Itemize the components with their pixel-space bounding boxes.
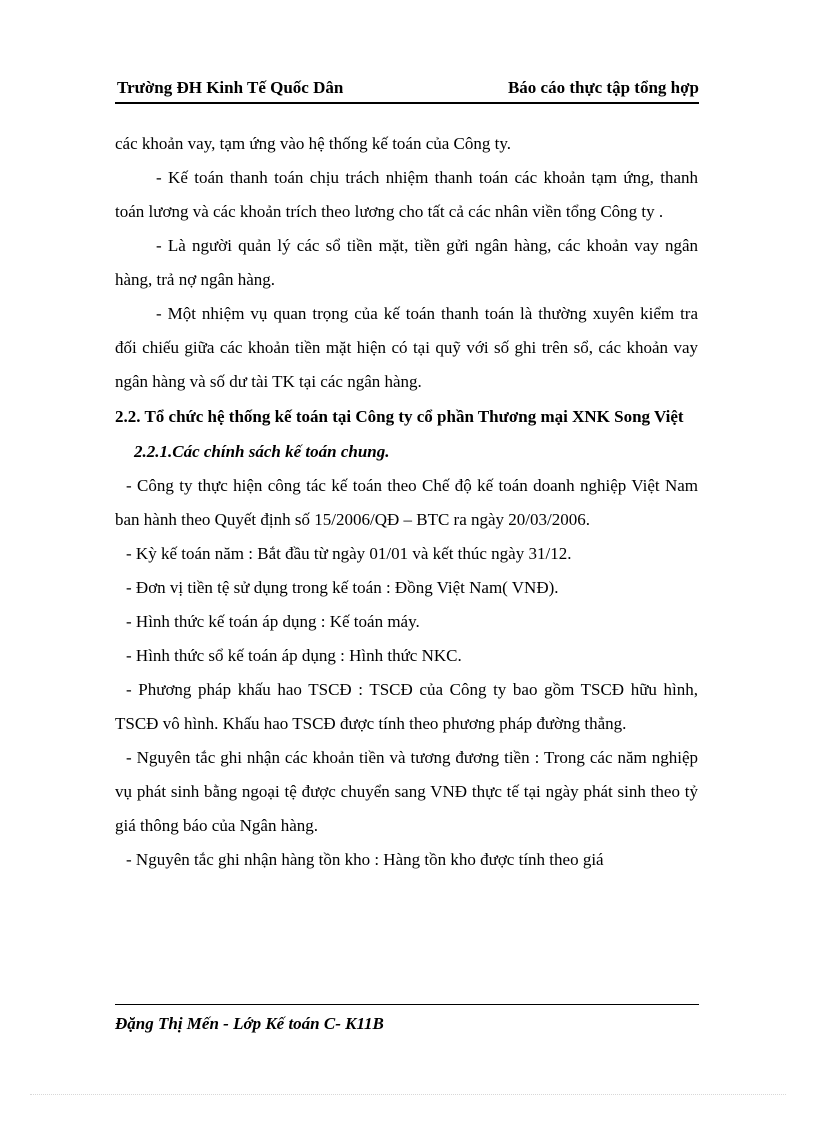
page-header xyxy=(115,76,699,100)
footer-rule xyxy=(115,1004,699,1005)
paragraph: - Kỳ kế toán năm : Bắt đầu từ ngày 01/01 và kết thúc ngày 31/12. xyxy=(126,544,572,563)
paragraph: - Nguyên tắc ghi nhận hàng tồn kho : Hàng tồn kho được tính theo giá xyxy=(126,850,604,869)
header-university: Trường ĐH Kinh Tế Quốc Dân xyxy=(117,78,344,97)
header-rule xyxy=(115,102,699,104)
paragraph: - Nguyên tắc ghi nhận các khoản tiền và tương đương tiền : Trong các năm nghiệp vụ phát sinh bằng ngoại tệ được chuyển sang VNĐ thực tế tại ngày phát sinh theo tỷ giá thông báo của Ngân hàng. xyxy=(115,748,698,835)
subsection-heading: 2.2.1.Các chính sách kế toán chung. xyxy=(134,442,390,461)
paragraph: - Một nhiệm vụ quan trọng của kế toán thanh toán là thường xuyên kiểm tra đối chiếu giữa các khoản tiền mặt hiện có tại quỹ với số ghi trên sổ, các khoản vay ngân hàng và số dư tài TK tại các ngân hàng. xyxy=(115,304,698,391)
paragraph: - Phương pháp khấu hao TSCĐ : TSCĐ của Công ty bao gồm TSCĐ hữu hình, TSCĐ vô hình. Khấu hao TSCĐ được tính theo phương pháp đường thẳng. xyxy=(115,680,698,733)
header-report-title: Báo cáo thực tập tổng hợp xyxy=(507,78,699,97)
paragraph: - Đơn vị tiền tệ sử dụng trong kế toán : Đồng Việt Nam( VNĐ). xyxy=(126,578,559,597)
paragraph: - Kế toán thanh toán chịu trách nhiệm thanh toán các khoản tạm ứng, thanh toán lương và các khoản trích theo lương cho tất cả các nhân viền tổng Công ty . xyxy=(115,168,698,221)
page-body xyxy=(115,127,698,877)
section-heading: 2.2. Tổ chức hệ thống kế toán tại Công ty cổ phần Thương mại XNK Song Việt xyxy=(115,407,684,426)
paragraph: - Công ty thực hiện công tác kế toán theo Chế độ kế toán doanh nghiệp Việt Nam ban hành theo Quyết định số 15/2006/QĐ – BTC ra ngày 20/03/2006. xyxy=(115,476,698,529)
paragraph: - Hình thức kế toán áp dụng : Kế toán máy. xyxy=(126,612,420,631)
paragraph: - Là người quản lý các sổ tiền mặt, tiền gửi ngân hàng, các khoản vay ngân hàng, trả nợ ngân hàng. xyxy=(115,236,698,289)
paragraph: - Hình thức sổ kế toán áp dụng : Hình thức NKC. xyxy=(126,646,462,665)
page-break-divider xyxy=(30,1094,786,1095)
paragraph: các khoản vay, tạm ứng vào hệ thống kế toán của Công ty. xyxy=(115,134,512,153)
page-footer: Đặng Thị Mến - Lớp Kế toán C- K11B xyxy=(115,1014,384,1033)
